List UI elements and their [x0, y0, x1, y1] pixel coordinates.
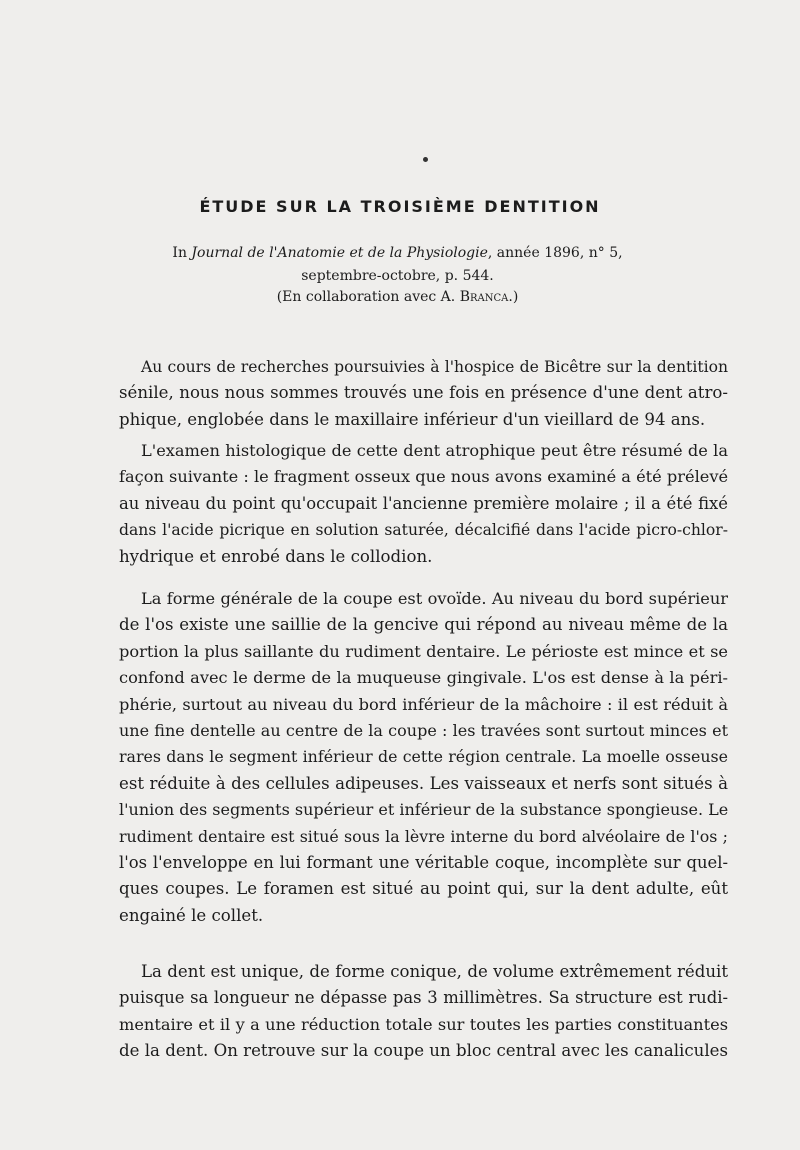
collab-suffix: .) [508, 289, 519, 305]
text-line: Au cours de recherches poursuivies à l'hospice de Bicêtre sur la dentition [141, 358, 728, 376]
text-line: façon suivante : le fragment osseux que nous avons examiné a été prélevé [119, 467, 729, 487]
text-line: l'os l'enveloppe en lui formant une véritable coque, incomplète sur quel- [119, 853, 728, 873]
text-line: de la dent. On retrouve sur la coupe un bloc central avec les canalicules [119, 1041, 728, 1061]
ref-prefix: In [172, 245, 192, 261]
text-line: de l'os existe une saillie de la gencive qui répond au niveau même de la [119, 615, 728, 635]
text-line: phérie, surtout au niveau du bord inférieur de la mâchoire : il est réduit à [119, 694, 728, 714]
text-line: confond avec le derme de la muqueuse gingivale. L'os est dense à la péri- [119, 668, 728, 688]
text-line: mentaire et il y a une réduction totale sur toutes les parties constituantes [119, 1014, 728, 1034]
publication-reference [110, 242, 685, 288]
text-line: L'examen histologique de cette dent atrophique peut être résumé de la [141, 441, 728, 460]
text-line: rudiment dentaire est situé sous la lèvre interne du bord alvéolaire de l'os ; [119, 826, 728, 846]
text-line: La dent est unique, de forme conique, de volume extrêmement réduit [141, 962, 728, 981]
text-line: portion la plus saillante du rudiment dentaire. Le périoste est mince et se [119, 641, 728, 661]
paragraph-1 [119, 354, 728, 433]
text-line: puisque sa longueur ne dépasse pas 3 millimètres. Sa structure est rudi- [119, 988, 728, 1008]
ornament-dot [423, 157, 428, 162]
text-line: sénile, nous nous sommes trouvés une fois en présence d'une dent atro- [119, 383, 728, 403]
text-line: rares dans le segment inférieur de cette région centrale. La moelle osseuse [119, 747, 728, 767]
article-title: ÉTUDE SUR LA TROISIÈME DENTITION [199, 197, 601, 216]
collaboration-note [110, 289, 685, 305]
text-line: ques coupes. Le foramen est situé au point qui, sur la dent adulte, eût [119, 879, 728, 899]
ref-details: , année 1896, n° 5, [487, 245, 623, 261]
paragraph-3 [119, 586, 728, 929]
text-line: au niveau du point qu'occupait l'ancienne première molaire ; il a été fixé [119, 493, 728, 513]
text-line: l'union des segments supérieur et inférieur de la substance spongieuse. Le [119, 800, 729, 820]
journal-name: Journal de l'Anatomie et de la Physiologie [191, 245, 488, 261]
text-line: une fine dentelle au centre de la coupe : les travées sont surtout minces et [119, 721, 728, 741]
text-line: phique, englobée dans le maxillaire inférieur d'un vieillard de 94 ans. [119, 409, 706, 429]
text-line: hydrique et enrobé dans le collodion. [119, 546, 433, 566]
text-line: dans l'acide picrique en solution saturée, décalcifié dans l'acide picro-chlor- [119, 521, 728, 540]
text-line: La forme générale de la coupe est ovoïde. Au niveau du bord supérieur [141, 589, 728, 608]
collaborator-name: Branca [459, 289, 509, 305]
text-line: engainé le collet. [119, 905, 264, 925]
paragraph-4 [119, 959, 728, 1065]
paragraph-2 [119, 438, 728, 570]
collab-prefix: (En collaboration avec A. [276, 289, 460, 305]
ref-pages: septembre-octobre, p. 544. [301, 268, 494, 284]
text-line: est réduite à des cellules adipeuses. Les vaisseaux et nerfs sont situés à [119, 773, 728, 793]
